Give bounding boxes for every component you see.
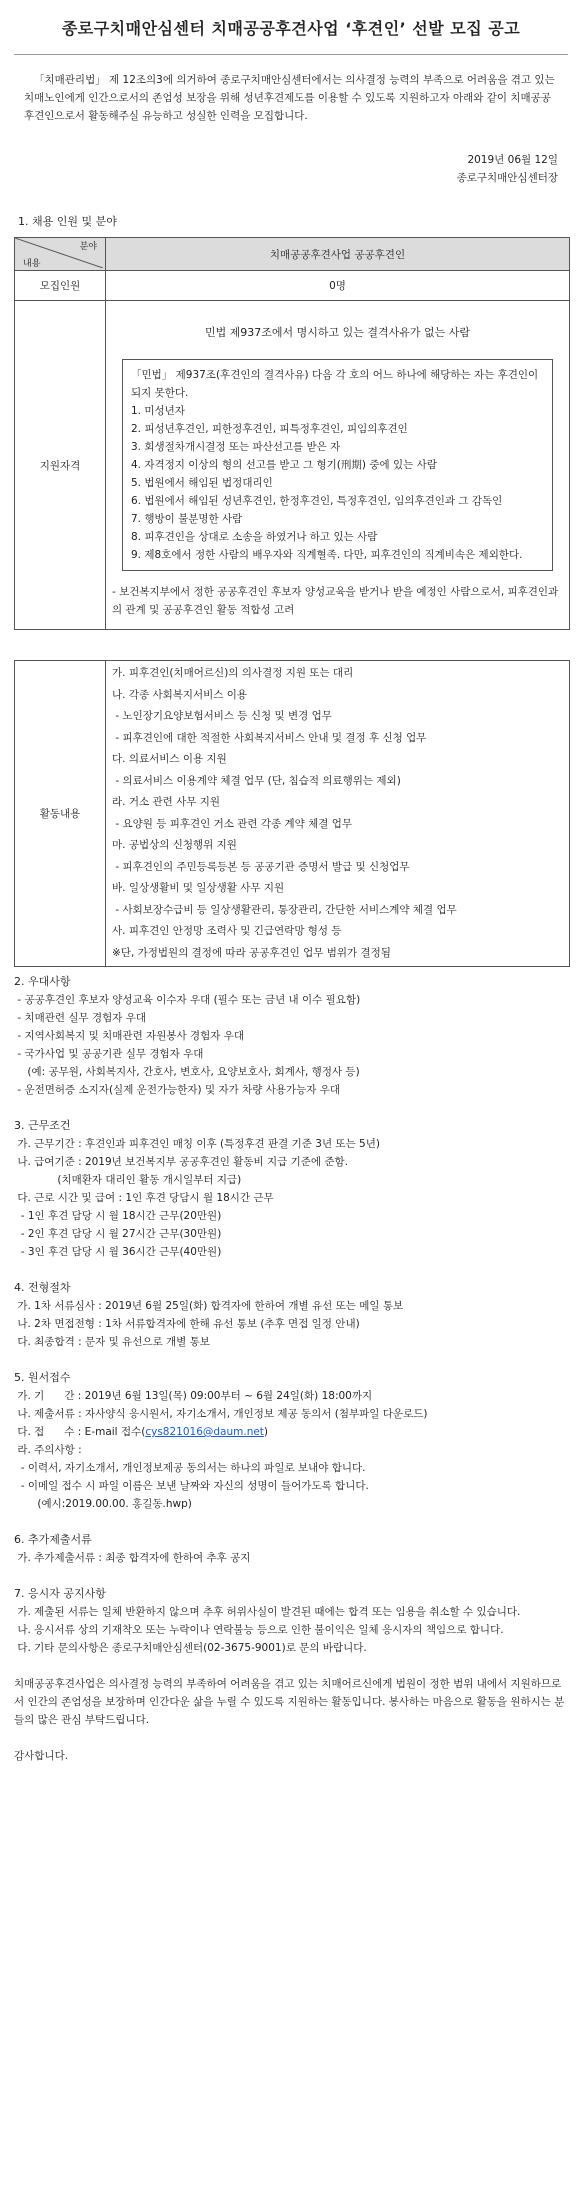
- notes-heading: 라. 주의사항 :: [14, 1444, 82, 1456]
- section-4-list: [14, 1297, 568, 1351]
- law-text: 「민법」 제937조(후견인의 결격사유) 다음 각 호의 어느 하나에 해당하는 자는 후견인이 되지 못한다.: [131, 369, 539, 399]
- count-label: 모집인원: [15, 271, 106, 301]
- list-item: - 국가사업 및 공공기관 실무 경험자 우대: [14, 1048, 204, 1060]
- list-item: - 3인 후견 담당 시 월 36시간 근무(40만원): [14, 1246, 222, 1258]
- law-item: 4. 자격정지 이상의 형의 선고를 받고 그 형기(刑期) 중에 있는 사람: [131, 459, 437, 471]
- activity-table: [14, 660, 570, 967]
- list-item: - 치매관련 실무 경험자 우대: [14, 1012, 147, 1024]
- list-item: (예: 공무원, 사회복지사, 간호사, 변호사, 요양보호사, 회계사, 행정사 등): [14, 1066, 360, 1078]
- law-item: 6. 법원에서 해임된 성년후견인, 한정후견인, 특정후견인, 임의후견인과 그 감독인: [131, 495, 503, 507]
- activity-item: 다. 의료서비스 이용 지원: [112, 753, 227, 765]
- list-item: 나. 2차 면접전형 : 1차 서류합격자에 한해 유선 통보 (추후 면접 일정 안내): [14, 1318, 360, 1330]
- submission-docs: 나. 제출서류 : 자사양식 응시원서, 자기소개서, 개인정보 제공 동의서 (첨부파일 다운로드): [14, 1408, 428, 1420]
- activity-list: [106, 661, 570, 967]
- section-2-list: [14, 991, 568, 1099]
- activity-item: - 피후견인의 주민등록등본 등 공공기관 증명서 발급 및 신청업무: [112, 860, 410, 873]
- title-divider: [14, 54, 568, 55]
- list-item: 나. 응시서류 상의 기재착오 또는 누락이나 연락불능 등으로 인한 불이익은 일체 응시자의 책임으로 합니다.: [14, 1624, 504, 1636]
- list-item: - 이력서, 자기소개서, 개인정보제공 동의서는 하나의 파일로 보내야 합니다.: [14, 1462, 366, 1474]
- activity-item: 바. 일상생활비 및 일상생활 사무 지원: [112, 882, 285, 894]
- activity-item: 사. 피후견인 안정망 조력사 및 긴급연락망 형성 등: [112, 925, 342, 937]
- list-item: - 이메일 접수 시 파일 이름은 보낸 날짜와 자신의 성명이 들어가도록 합니다.: [14, 1480, 369, 1492]
- list-item: 다. 최종합격 : 문자 및 유선으로 개별 통보: [14, 1336, 210, 1348]
- email-link[interactable]: cys821016@daum.net: [145, 1426, 264, 1438]
- law-box: [122, 359, 553, 571]
- activity-item: - 사회보장수급비 등 일상생활관리, 통장관리, 간단한 서비스계약 체결 업무: [112, 903, 457, 916]
- section-3-heading: 3. 근무조건: [14, 1119, 71, 1132]
- list-item: 가. 추가제출서류 : 최종 합격자에 한하여 추후 공지: [14, 1552, 251, 1564]
- section-6-list: [14, 1549, 568, 1567]
- list-item: - 운전면허증 소지자(실제 운전가능한자) 및 자가 차량 사용가능자 우대: [14, 1084, 341, 1096]
- list-item: - 1인 후견 담당 시 월 18시간 근무(20만원): [14, 1210, 222, 1222]
- section-7-list: [14, 1603, 568, 1657]
- list-item: (치매환자 대리인 활동 개시일부터 지급): [14, 1174, 242, 1186]
- qualification-cell: [106, 301, 570, 630]
- law-item: 9. 제8호에서 정한 사람의 배우자와 직계혈족. 다만, 피후견인의 직계비속은 제외한다.: [131, 549, 523, 561]
- intro-paragraph: 「치매관리법」 제 12조의3에 의거하여 종로구치매안심센터에서는 의사결정 능력의 부족으로 어려움을 겪고 있는 치매노인에게 인간으로서의 존엄성 보장을 위해 성년후견제도를 이용할 수 있도록 지원하고자 아래와 같이 치매공공후견인으로서 활동해주실 유능하고 성실한 인력을 모집합니다.: [24, 74, 555, 122]
- page-title: 종로구치매안심센터 치매공공후견사업 ‘후견인’ 선발 모집 공고: [61, 19, 521, 38]
- list-item: 가. 1차 서류심사 : 2019년 6월 25일(화) 합격자에 한하여 개별 유선 또는 메일 통보: [14, 1300, 404, 1312]
- announcement-date: 2019년 06월 12일: [467, 154, 558, 166]
- activity-item: 나. 각종 사회복지서비스 이용: [112, 688, 248, 701]
- table-diagonal-header: [15, 238, 106, 271]
- qualification-main: 민법 제937조에서 명시하고 있는 결격사유가 없는 사람: [204, 326, 471, 339]
- law-item: 3. 회생절차개시결정 또는 파산선고를 받은 자: [131, 441, 341, 453]
- law-item: 5. 법원에서 해임된 법정대리인: [131, 477, 273, 489]
- law-item: 2. 피성년후견인, 피한정후견인, 피특정후견인, 피임의후견인: [131, 423, 408, 435]
- section-2-heading: 2. 우대사항: [14, 975, 71, 988]
- activity-label: 활동내용: [15, 661, 106, 967]
- list-item: 다. 기타 문의사항은 종로구치매안심센터(02-3675-9001)로 문의 바랍니다.: [14, 1642, 367, 1654]
- notes-list: [14, 1459, 568, 1513]
- list-item: 가. 근무기간 : 후견인과 피후견인 매칭 이후 (특정후견 판결 기준 3년 또는 5년): [14, 1138, 380, 1150]
- section-4-heading: 4. 전형절차: [14, 1281, 71, 1294]
- list-item: - 지역사회복지 및 치매관련 자원봉사 경험자 우대: [14, 1030, 245, 1042]
- closing-paragraph: 치매공공후견사업은 의사결정 능력의 부족하여 어려움을 겪고 있는 치매어르신에게 법원이 정한 범위 내에서 지원하므로서 인간의 존엄성을 보장하며 인간다운 삶을 누릴 수 있도록 지원하는 활동입니다. 봉사하는 마음으로 활동을 원하시는 분들의 많은 관심 부탁드립니다.: [14, 1678, 565, 1726]
- recruit-table: [14, 237, 570, 630]
- thanks-text: 감사합니다.: [14, 1750, 69, 1762]
- activity-item: 라. 거소 관련 사무 지원: [112, 796, 220, 808]
- submission-period: 가. 기 간 : 2019년 6월 13일(목) 09:00부터 ~ 6월 24일(화) 18:00까지: [14, 1390, 373, 1402]
- activity-item: - 노인장기요양보험서비스 등 신청 및 변경 업무: [112, 710, 332, 722]
- section-7-heading: 7. 응시자 공지사항: [14, 1587, 106, 1600]
- section-3-list: [14, 1135, 568, 1261]
- activity-item: - 피후견인에 대한 적절한 사회복지서비스 안내 및 결정 후 신청 업무: [112, 731, 427, 744]
- column-header: 치매공공후견사업 공공후견인: [106, 238, 570, 271]
- activity-item: - 요양원 등 피후견인 거소 관련 각종 계약 체결 업무: [112, 817, 353, 830]
- diag-top-label: 분야: [79, 242, 97, 252]
- law-item: 7. 행방이 불분명한 사람: [131, 513, 243, 525]
- count-value: 0명: [106, 271, 570, 301]
- submission-method: [14, 1423, 568, 1441]
- list-item: (예시:2019.00.00. 홍길동.hwp): [14, 1498, 192, 1510]
- qualification-extra: - 보건복지부에서 정한 공공후견인 후보자 양성교육을 받거나 받을 예정인 사람으로서, 피후견인과의 관계 및 공공후견인 활동 적합성 고려: [112, 586, 559, 616]
- diag-bottom-label: 내용: [23, 259, 41, 269]
- list-item: - 2인 후견 담당 시 월 27시간 근무(30만원): [14, 1228, 222, 1240]
- law-item: 8. 피후견인을 상대로 소송을 하였거나 하고 있는 사람: [131, 531, 378, 543]
- list-item: 다. 근로 시간 및 급여 : 1인 후견 당담시 월 18시간 근무: [14, 1192, 274, 1204]
- method-suffix: ): [263, 1426, 269, 1438]
- law-item: 1. 미성년자: [131, 405, 185, 417]
- method-prefix: 다. 접 수 : E-mail 접수(: [14, 1426, 146, 1438]
- activity-item: 가. 피후견인(치매어르신)의 의사결정 지원 또는 대리: [112, 667, 354, 679]
- list-item: 가. 제출된 서류는 일체 반환하지 않으며 추후 허위사실이 발견된 때에는 합격 또는 임용을 취소할 수 있습니다.: [14, 1606, 521, 1618]
- law-list: [131, 402, 544, 564]
- activity-item: - 의료서비스 이용계약 체결 업무 (단, 침습적 의료행위는 제외): [112, 774, 401, 787]
- section-6-heading: 6. 추가제출서류: [14, 1533, 92, 1546]
- activity-item: ※단, 가정법원의 결정에 따라 공공후견인 업무 범위가 결정됨: [112, 946, 391, 959]
- qualification-label: 지원자격: [15, 301, 106, 630]
- list-item: - 공공후견인 후보자 양성교육 이수자 우대 (필수 또는 금년 내 이수 필요함): [14, 994, 361, 1006]
- announcement-org: 종로구치매안심센터장: [456, 172, 558, 184]
- activity-item: 마. 공법상의 신청행위 지원: [112, 839, 237, 851]
- section-5-heading: 5. 원서접수: [14, 1371, 71, 1384]
- section-1-heading: 1. 채용 인원 및 분야: [18, 215, 117, 228]
- list-item: 나. 급여기준 : 2019년 보건복지부 공공후견인 활동비 지급 기준에 준함.: [14, 1156, 349, 1168]
